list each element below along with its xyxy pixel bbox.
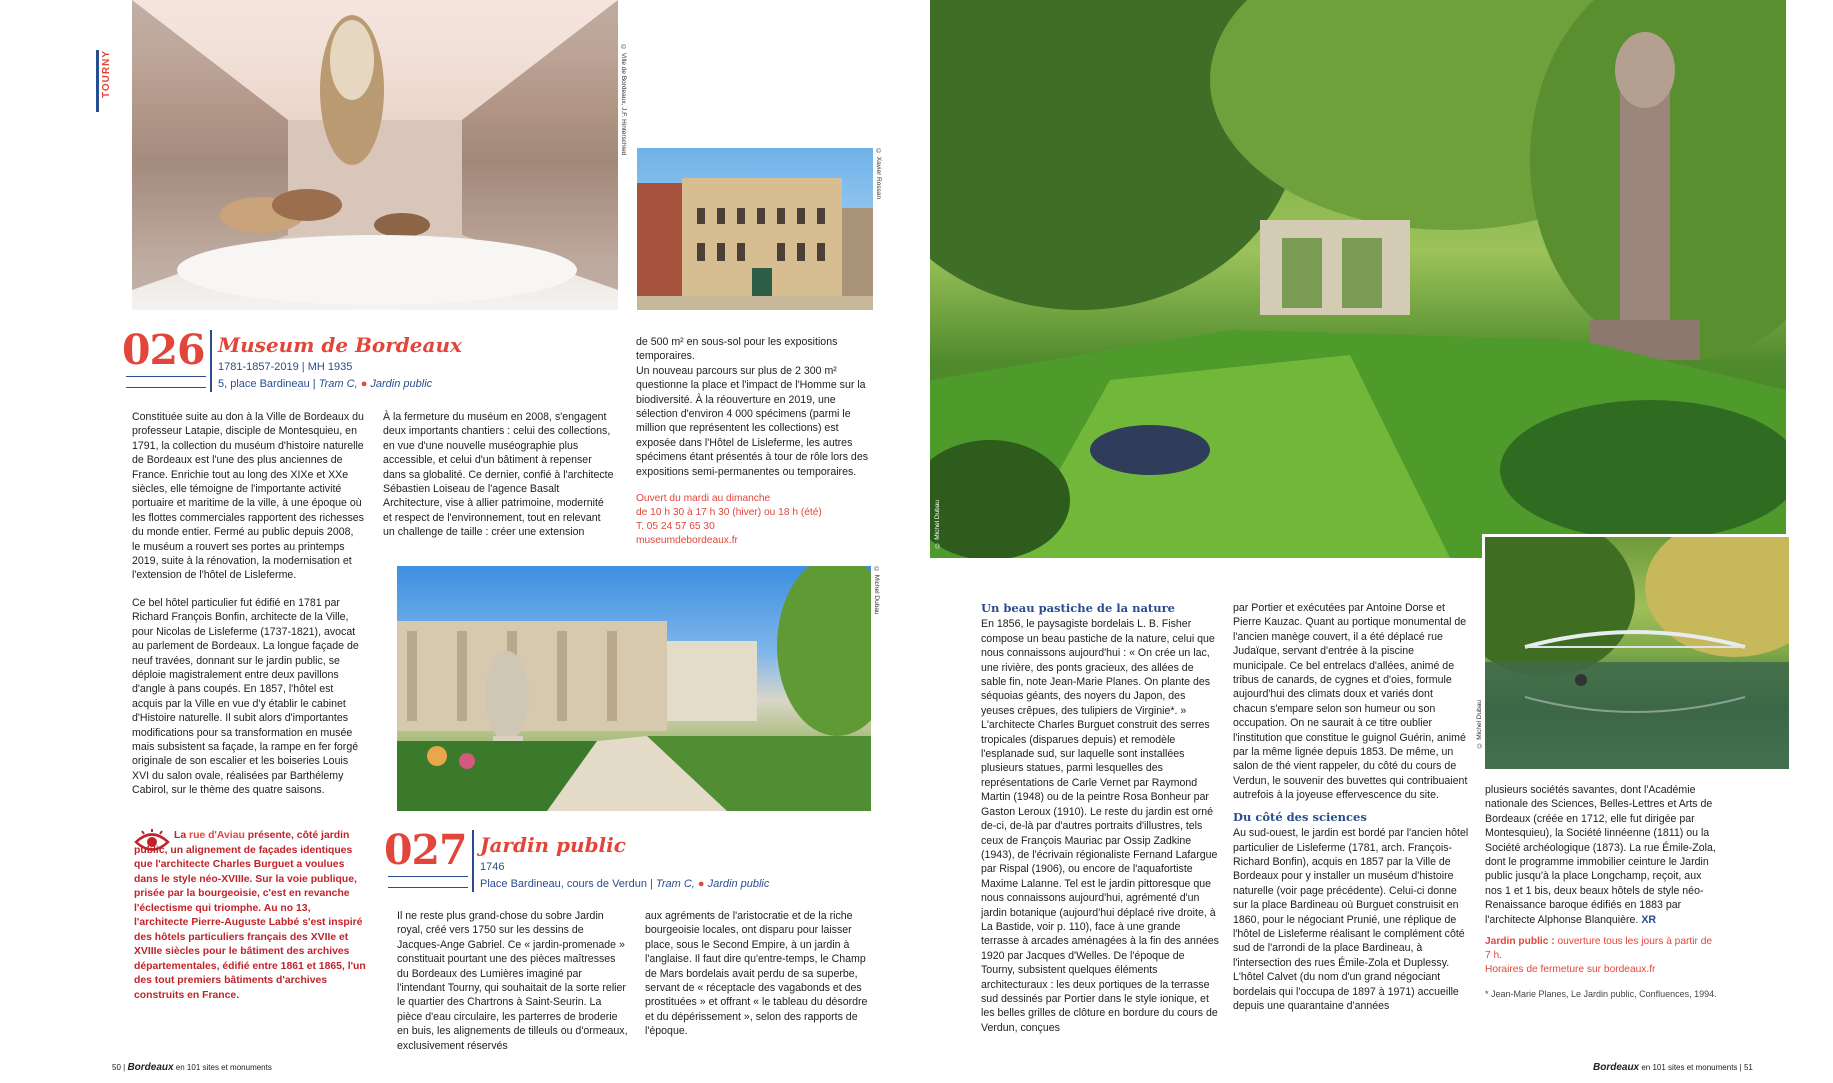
entry-027-address xyxy=(480,877,769,892)
entry-027-column-1 xyxy=(397,909,629,1066)
entry-026-tram: Tram C, xyxy=(318,378,358,390)
entry-027-dates: 1746 xyxy=(480,861,505,873)
entry-027-col2-text: aux agréments de l'aristocratie et de la riche bourgeoisie locales, ont disparu pour laisser place, sous le Second Empire, à un jardin à l'anglaise. Il faut dire qu'entre-temps, le Champ de Mars bordelais avait perdu de sa superbe, servant de « réceptacle des vagabonds et des prostituées » et offrant « le tableau du désordre et du dépérissement », selon des rapports de l'époque. xyxy=(645,910,868,1038)
subheading-pastiche: Un beau pastiche de la nature xyxy=(981,601,1175,615)
entry-027-col5-text xyxy=(1485,783,1717,927)
entry-027-info-text2: Horaires de fermeture sur bordeaux.fr xyxy=(1485,964,1656,976)
entry-026-column-2 xyxy=(383,410,615,553)
entry-026-number: 026 xyxy=(122,326,205,374)
credit-bridge: © Michel Dubau xyxy=(1476,700,1483,749)
entry-026-dates: 1781-1857-2019 | MH 1935 xyxy=(218,361,353,373)
entry-026-col2-para1: À la fermeture du muséum en 2008, s'engagent deux importants chantiers : celui des collections, en vue d'une nouvelle muséographie plus accessible, et celui d'un bâtiment à repenser dans sa globalité. Ce dernier, confié à l'architecte Sébastien Loiseau de l'agence Basalt Architecture, vise à allier patrimoine, modernité et respect de l'environnement, tout en relevant un challenge de taille : créer une extension xyxy=(383,411,614,539)
credit-museum-facade: © Xavier Rossan xyxy=(875,148,882,200)
entry-027-number: 027 xyxy=(384,826,467,874)
entry-027-address-text: Place Bardineau, cours de Verdun | xyxy=(480,878,653,890)
entry-027-info xyxy=(1485,935,1717,977)
entry-027-col4b-text: Au sud-ouest, le jardin est bordé par l'ancien hôtel particulier de Lisleferme (1781, arch. François-Richard Bonfin), acquis en 1857 par la Ville de Bordeaux pour y installer un muséum d'histoire naturelle (voir page précédente). Celui-ci donne sur la place Bardineau où Burguet construisit en 1860, pour le négociant Prunié, une réplique de l'hôtel de Lisleferme réalisant le complément côté sud de l'arrondi de la place Bardineau, à l'intersection des rues Émile-Zola et Duplessy. L'hôtel Calvet (du nom d'un grand négociant bordelais qui l'occupa de 1897 à 1971) accueille depuis une quarantaine d'années xyxy=(1233,827,1469,1012)
entry-026-number-underline xyxy=(126,376,206,388)
credit-jardin-facade: © Michel Dubau xyxy=(873,566,880,615)
entry-027-info-label: Jardin public : xyxy=(1485,936,1555,948)
entry-027-col5-body: plusieurs sociétés savantes, dont l'Académie nationale des Sciences, Belles-Lettres et Arts de Bordeaux (créée en 1712, elle fut dirigée par Montesquieu), la Société linnéenne (1811) ou la Société archéologique (1873). La rue Émile-Zola, dont le programme immobilier ceinture le Jardin public jusqu'à la place Longchamp, reçoit, aux nos 1 et 1 bis, deux beaux hôtels de style néo-Renaissance baroque édifiés en 1883 par l'architecte Alphonse Blanquière. xyxy=(1485,784,1716,926)
aside-link[interactable]: rue d'Aviau xyxy=(189,830,245,841)
location-pin-icon: ● xyxy=(360,378,368,390)
entry-026-col3-para1: de 500 m² en sous-sol pour les expositions temporaires. xyxy=(636,336,838,363)
bridge-photo xyxy=(1482,534,1789,769)
entry-027-col1-text: Il ne reste plus grand-chose du sobre Jardin royal, créé vers 1750 sur les dessins de Jacques-Ange Gabriel. Ce « jardin-promenade » constituait pourtant une des pièces maîtresses du Bordeaux des Lumières imaginé par l'intendant Tourny, qui souhaitait de la sorte relier le quartier des Chartrons à Saint-Seurin. La pièce d'eau circulaire, les parterres de broderie en buis, les alignements de tilleuls ou d'ormeaux, exclusivement réservés xyxy=(397,910,628,1052)
entry-026-phone: T. 05 24 57 65 30 xyxy=(636,521,715,533)
entry-027-col3-text: En 1856, le paysagiste bordelais L. B. Fisher compose un beau pastiche de la nature, celui que nous connaissons aujourd'hui : « On crée un lac, une rivière, des ponts gracieux, des allées de sable fin, note Jean-Marie Planes. On plante des séquoias géants, des noyers du Japon, des yeuses crêpues, des tulipiers de Virginie*. » L'architecte Charles Burguet construit des serres tropicales (disparues depuis) et remodèle l'esplanade sud, sur laquelle sont installées plusieurs statues, parmi lesquelles des représentations de Carle Vernet par Raymond Martin (1948) ou de la peintre Rosa Bonheur par Gaston Leroux (1910). Le reste du jardin est orné de-ci, de-là par d'autres portraits d'illustres, tels ceux de François Mauriac par Ossip Zadkine (1943), de l'écrivain régionaliste Fernand Lafargue par Rispal (1906), ou encore de l'aquafortiste Maxime Lalanne. Tel est le jardin pittoresque que nous connaissons aujourd'hui, agrémenté d'un jardin botanique (aujourd'hui déplacé rive droite, à La Bastide, voir p. 110), face à une grande terrasse à arcades aménagées à la fin des années 1920 par Jacques d'Welles. De l'époque de Tourny, subsistent quelques éléments architecturaux : les deux portiques de la terrasse sud dessinés par Portier dans le style ionique, et les belles grilles de clôture en bordure du cours de Verdun, conçues xyxy=(981,618,1219,1034)
entry-027-stop: Jardin public xyxy=(707,878,770,890)
entry-027-number-underline xyxy=(388,876,468,888)
author-signature: XR xyxy=(1641,913,1657,926)
credit-museum-interior: © Ville de Bordeaux, J.F. Hinterschied xyxy=(620,44,627,156)
subheading-sciences: Du côté des sciences xyxy=(1233,809,1367,824)
entry-027-tram: Tram C, xyxy=(655,878,695,890)
footer-right-page: 51 xyxy=(1743,1063,1753,1072)
entry-027-col4a-text: par Portier et exécutées par Antoine Dorse et Pierre Kauzac. Quant au portique monumental de l'ancien manège couvert, il a été déplacé rue Judaïque, servant d'entrée à la piscine municipale. Ce bel entrelacs d'allées, animé de tribus de canards, de cygnes et d'oies, formule aujourd'hui des climats doux et variés dont chacun s'empare selon son humeur ou son occupation. On ne saurait à ce titre oublier l'institution que constitue le guignol Guérin, animé par la même lignée depuis 1853. De même, un salon de thé vient rappeler, du côté du cours de Verdun, le souvenir des buvettes qui contribuaient autrefois à la joyeuse effervescence du site. xyxy=(1233,602,1468,802)
entry-027-column-2 xyxy=(645,909,877,1052)
footer-left xyxy=(112,1062,272,1073)
garden-main-photo xyxy=(930,0,1786,558)
museum-interior-photo xyxy=(132,0,618,310)
footnote: * Jean-Marie Planes, Le Jardin public, Confluences, 1994. xyxy=(1485,989,1717,1000)
footer-left-page: 50 | xyxy=(112,1063,126,1072)
entry-027-column-5 xyxy=(1485,783,1717,1001)
entry-026-hours-detail: de 10 h 30 à 17 h 30 (hiver) ou 18 h (été) xyxy=(636,507,822,519)
footer-right-tag: en 101 sites et monuments | xyxy=(1641,1063,1742,1072)
entry-027-info-text: ouverture tous les jours à partir de 7 h. xyxy=(1485,936,1713,962)
entry-026-col1-para2: Ce bel hôtel particulier fut édifié en 1781 par Richard François Bonfin, architecte de la Ville, pour Nicolas de Lisleferme (1737-1821), avocat au parlement de Bordeaux. La longue façade de neuf travées, donnant sur le jardin public, se déploie magistralement entre deux pavillons d'angle à pans coupés. En 1857, l'hôtel est acquis par la Ville en vue d'y établir le cabinet d'Histoire naturelle. Il subit alors d'importantes modifications pour sa transformation en musée mais subsistent sa façade, la rampe en fer forgé originale de son escalier et les boiseries Louis XVI du salon ovale, réalisées par Barthélemy Cabirol, sur le thème des quatre saisons. xyxy=(132,596,359,797)
entry-026-website[interactable]: museumdebordeaux.fr xyxy=(636,535,738,547)
entry-027-divider xyxy=(472,830,474,892)
entry-026-stop: Jardin public xyxy=(370,378,433,390)
footer-right xyxy=(1593,1062,1753,1073)
entry-026-title: Museum de Bordeaux xyxy=(218,333,462,357)
entry-026-col1-para1: Constituée suite au don à la Ville de Bordeaux du professeur Latapie, disciple de Montesquieu, en 1791, la collection du muséum d'histoire naturelle de Bordeaux est l'une des plus anciennes de France. Enrichie tout au long des XIXe et XXe siècles, elle témoigne de l'importante activité portuaire et maritime de la ville, à une époque où les flottes commerciales rapportent des richesses du monde entier. Fermé au public depuis 2008, le muséum a rouvert ses portes au printemps 2019, suite à la rénovation, la modernisation et l'extension de l'hôtel de Lisleferme. xyxy=(132,411,364,582)
section-tab-label: TOURNY xyxy=(101,50,112,99)
entry-026-column-1 xyxy=(132,410,364,811)
entry-026-divider xyxy=(210,330,212,392)
entry-026-col3-para2: Un nouveau parcours sur plus de 2 300 m² questionne la place et l'impact de l'Homme sur la biodiversité. À la réouverture en 2019, une sélection d'environ 4 000 spécimens (parmi le million que représentent les collections) est exposée dans l'Hôtel de Lisleferme, les autres spécimens étant présentés à tour de rôle lors des expositions semi-permanentes ou temporaires. xyxy=(636,364,869,478)
aside-text: présente, côté jardin public, un alignement de façades identiques que l'architecte Charles Burguet a voulues dans le style néo-XVIIIe. Sur la voie publique, prisée par la bourgeoisie, c'est en revanche l'éclectisme qui triomphe. Au no 13, l'architecte Pierre-Auguste Labbé s'est inspiré des hôtels particuliers français des XVIIe et XVIIIe siècles pour le bâtiment des archives départementales, édifié entre 1861 et 1865, l'un des tout premiers bâtiments d'archives construits en France. xyxy=(134,830,366,1001)
jardin-facade-photo xyxy=(397,566,871,811)
entry-026-column-3 xyxy=(636,335,871,548)
entry-026-hours: Ouvert du mardi au dimanche xyxy=(636,493,771,505)
entry-026-address xyxy=(218,377,432,392)
entry-027-column-4 xyxy=(1233,601,1469,1026)
entry-026-address-text: 5, place Bardineau | xyxy=(218,378,316,390)
entry-026-info xyxy=(636,492,871,548)
museum-facade-photo xyxy=(637,148,873,310)
footer-left-tag: en 101 sites et monuments xyxy=(175,1063,272,1072)
entry-027-title: Jardin public xyxy=(480,833,626,857)
aside-rue-aviau xyxy=(134,829,366,1003)
aside-lead: La xyxy=(174,830,187,841)
entry-027-column-3 xyxy=(981,601,1219,1048)
footer-left-brand: Bordeaux xyxy=(127,1062,174,1073)
location-pin-icon: ● xyxy=(697,878,705,890)
section-tab xyxy=(96,50,112,112)
footer-right-brand: Bordeaux xyxy=(1593,1062,1640,1073)
credit-garden-main: © Michel Dubau xyxy=(934,500,941,549)
